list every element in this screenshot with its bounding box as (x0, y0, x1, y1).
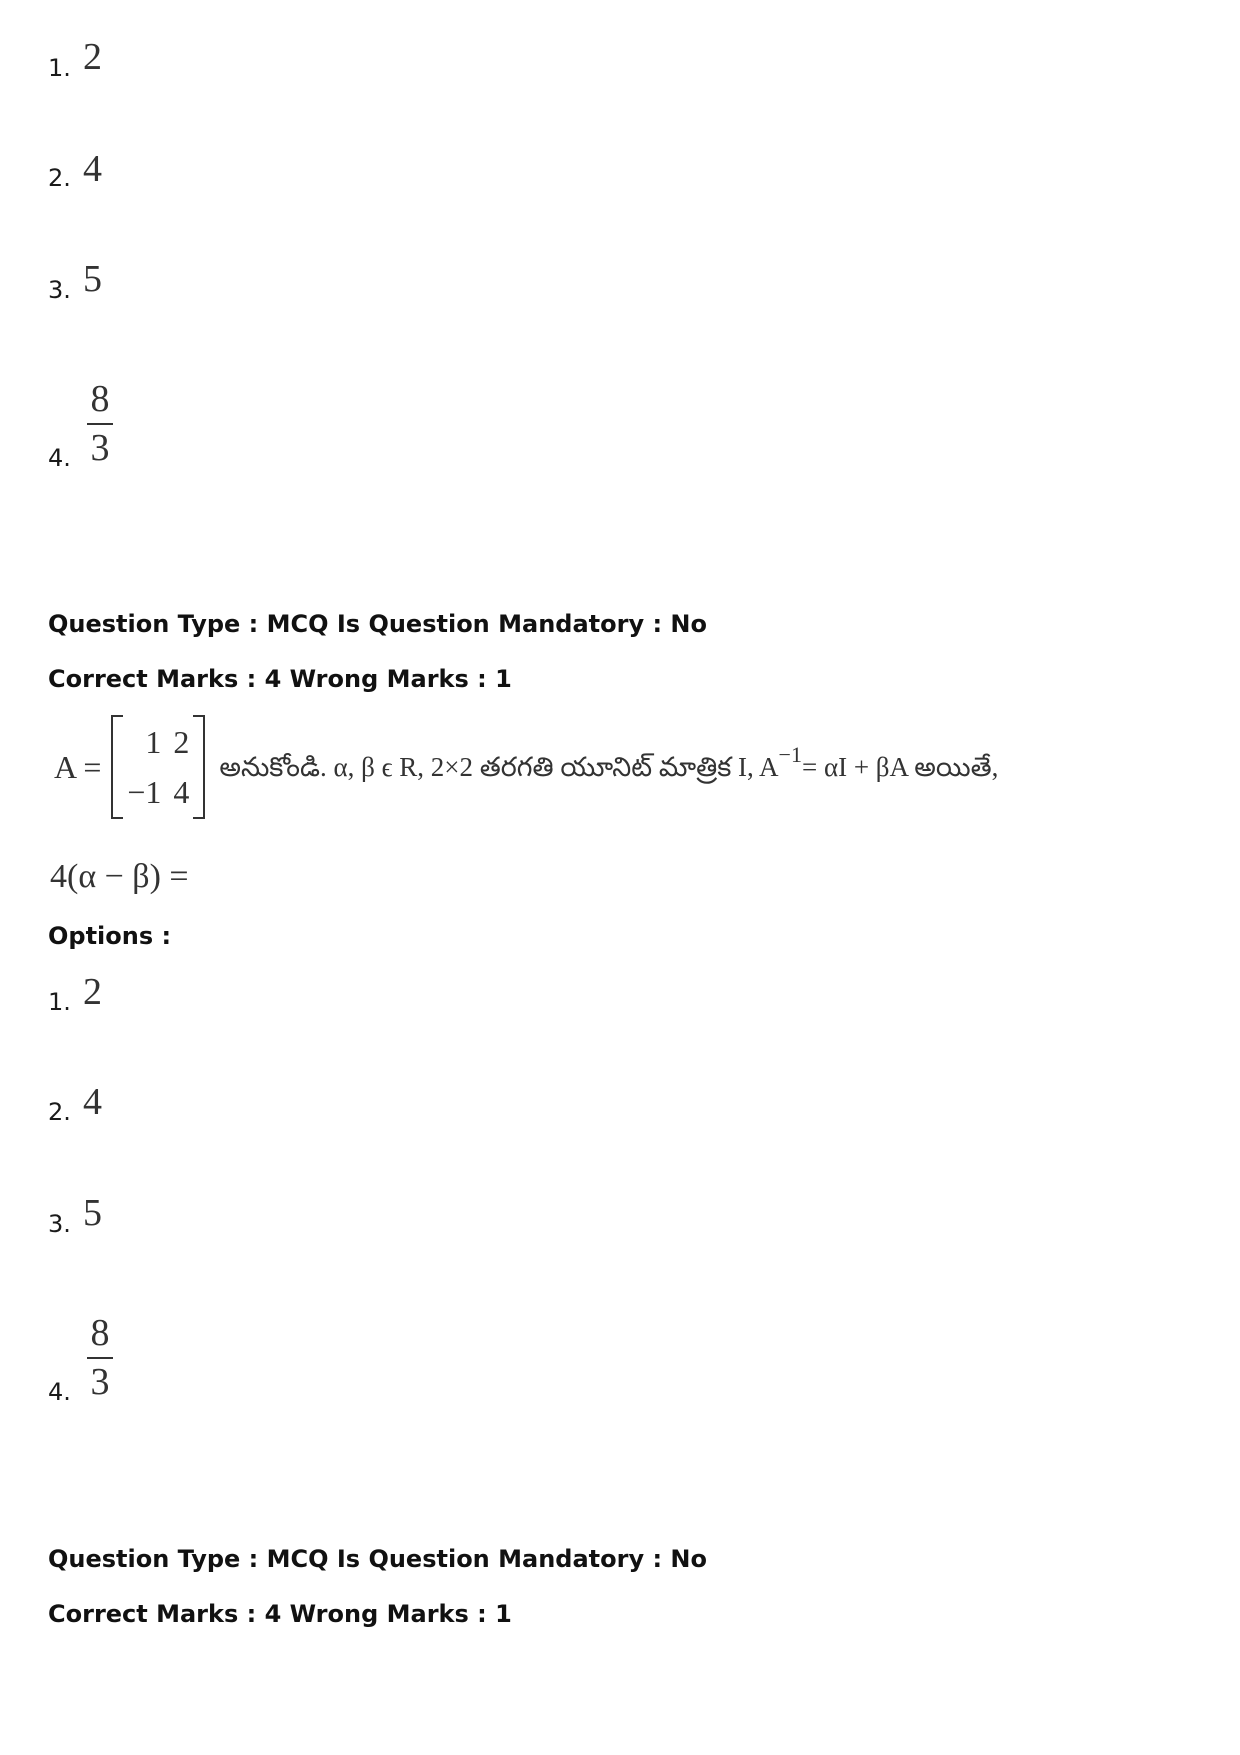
matrix-a (111, 715, 205, 819)
option-value: 4 (83, 1081, 102, 1123)
option-value: 2 (83, 36, 102, 78)
option-value: 5 (83, 258, 102, 300)
option-number: 3. (48, 1210, 71, 1238)
option-value: 2 (83, 971, 102, 1013)
fraction-numerator: 8 (90, 378, 110, 420)
matrix-cell: 2 (173, 723, 190, 760)
matrix-cell: 1 (145, 723, 162, 760)
options-label: Options : (48, 922, 172, 950)
next-question-marks-line: Correct Marks : 4 Wrong Marks : 1 (48, 1600, 512, 1628)
option-number: 2. (48, 164, 71, 192)
matrix-cell: −1 (127, 773, 162, 810)
question-statement (54, 715, 998, 819)
option-number: 1. (48, 54, 71, 82)
question-type-line: Question Type : MCQ Is Question Mandatory : No (48, 610, 707, 638)
option-number: 2. (48, 1098, 71, 1126)
question-second-line: 4(α − β) = (50, 858, 189, 895)
fraction-bar (87, 423, 113, 425)
option-value: 5 (83, 1192, 102, 1234)
option-value: 4 (83, 148, 102, 190)
question-text-tail: = αI + βA అయితే, (801, 751, 999, 782)
question-text: అనుకోండి. α, β ϵ R, 2×2 తరగతి యూనిట్ మాత్రిక I, A (219, 751, 779, 782)
option-number: 4. (48, 444, 71, 472)
fraction-denominator: 3 (90, 427, 110, 469)
matrix-right-bracket (193, 715, 205, 819)
option-number: 1. (48, 988, 71, 1016)
option-number: 4. (48, 1378, 71, 1406)
matrix-cells (123, 717, 193, 817)
option-fraction (87, 380, 113, 467)
matrix-cell: 4 (173, 773, 190, 810)
next-question-type-line: Question Type : MCQ Is Question Mandatory : No (48, 1545, 707, 1573)
option-fraction (87, 1314, 113, 1401)
matrix-left-bracket (111, 715, 123, 819)
inverse-superscript: −1 (778, 742, 802, 767)
question-marks-line: Correct Marks : 4 Wrong Marks : 1 (48, 665, 512, 693)
fraction-bar (87, 1357, 113, 1359)
option-number: 3. (48, 276, 71, 304)
matrix-label: A = (54, 749, 102, 785)
fraction-numerator: 8 (90, 1312, 110, 1354)
fraction-denominator: 3 (90, 1361, 110, 1403)
